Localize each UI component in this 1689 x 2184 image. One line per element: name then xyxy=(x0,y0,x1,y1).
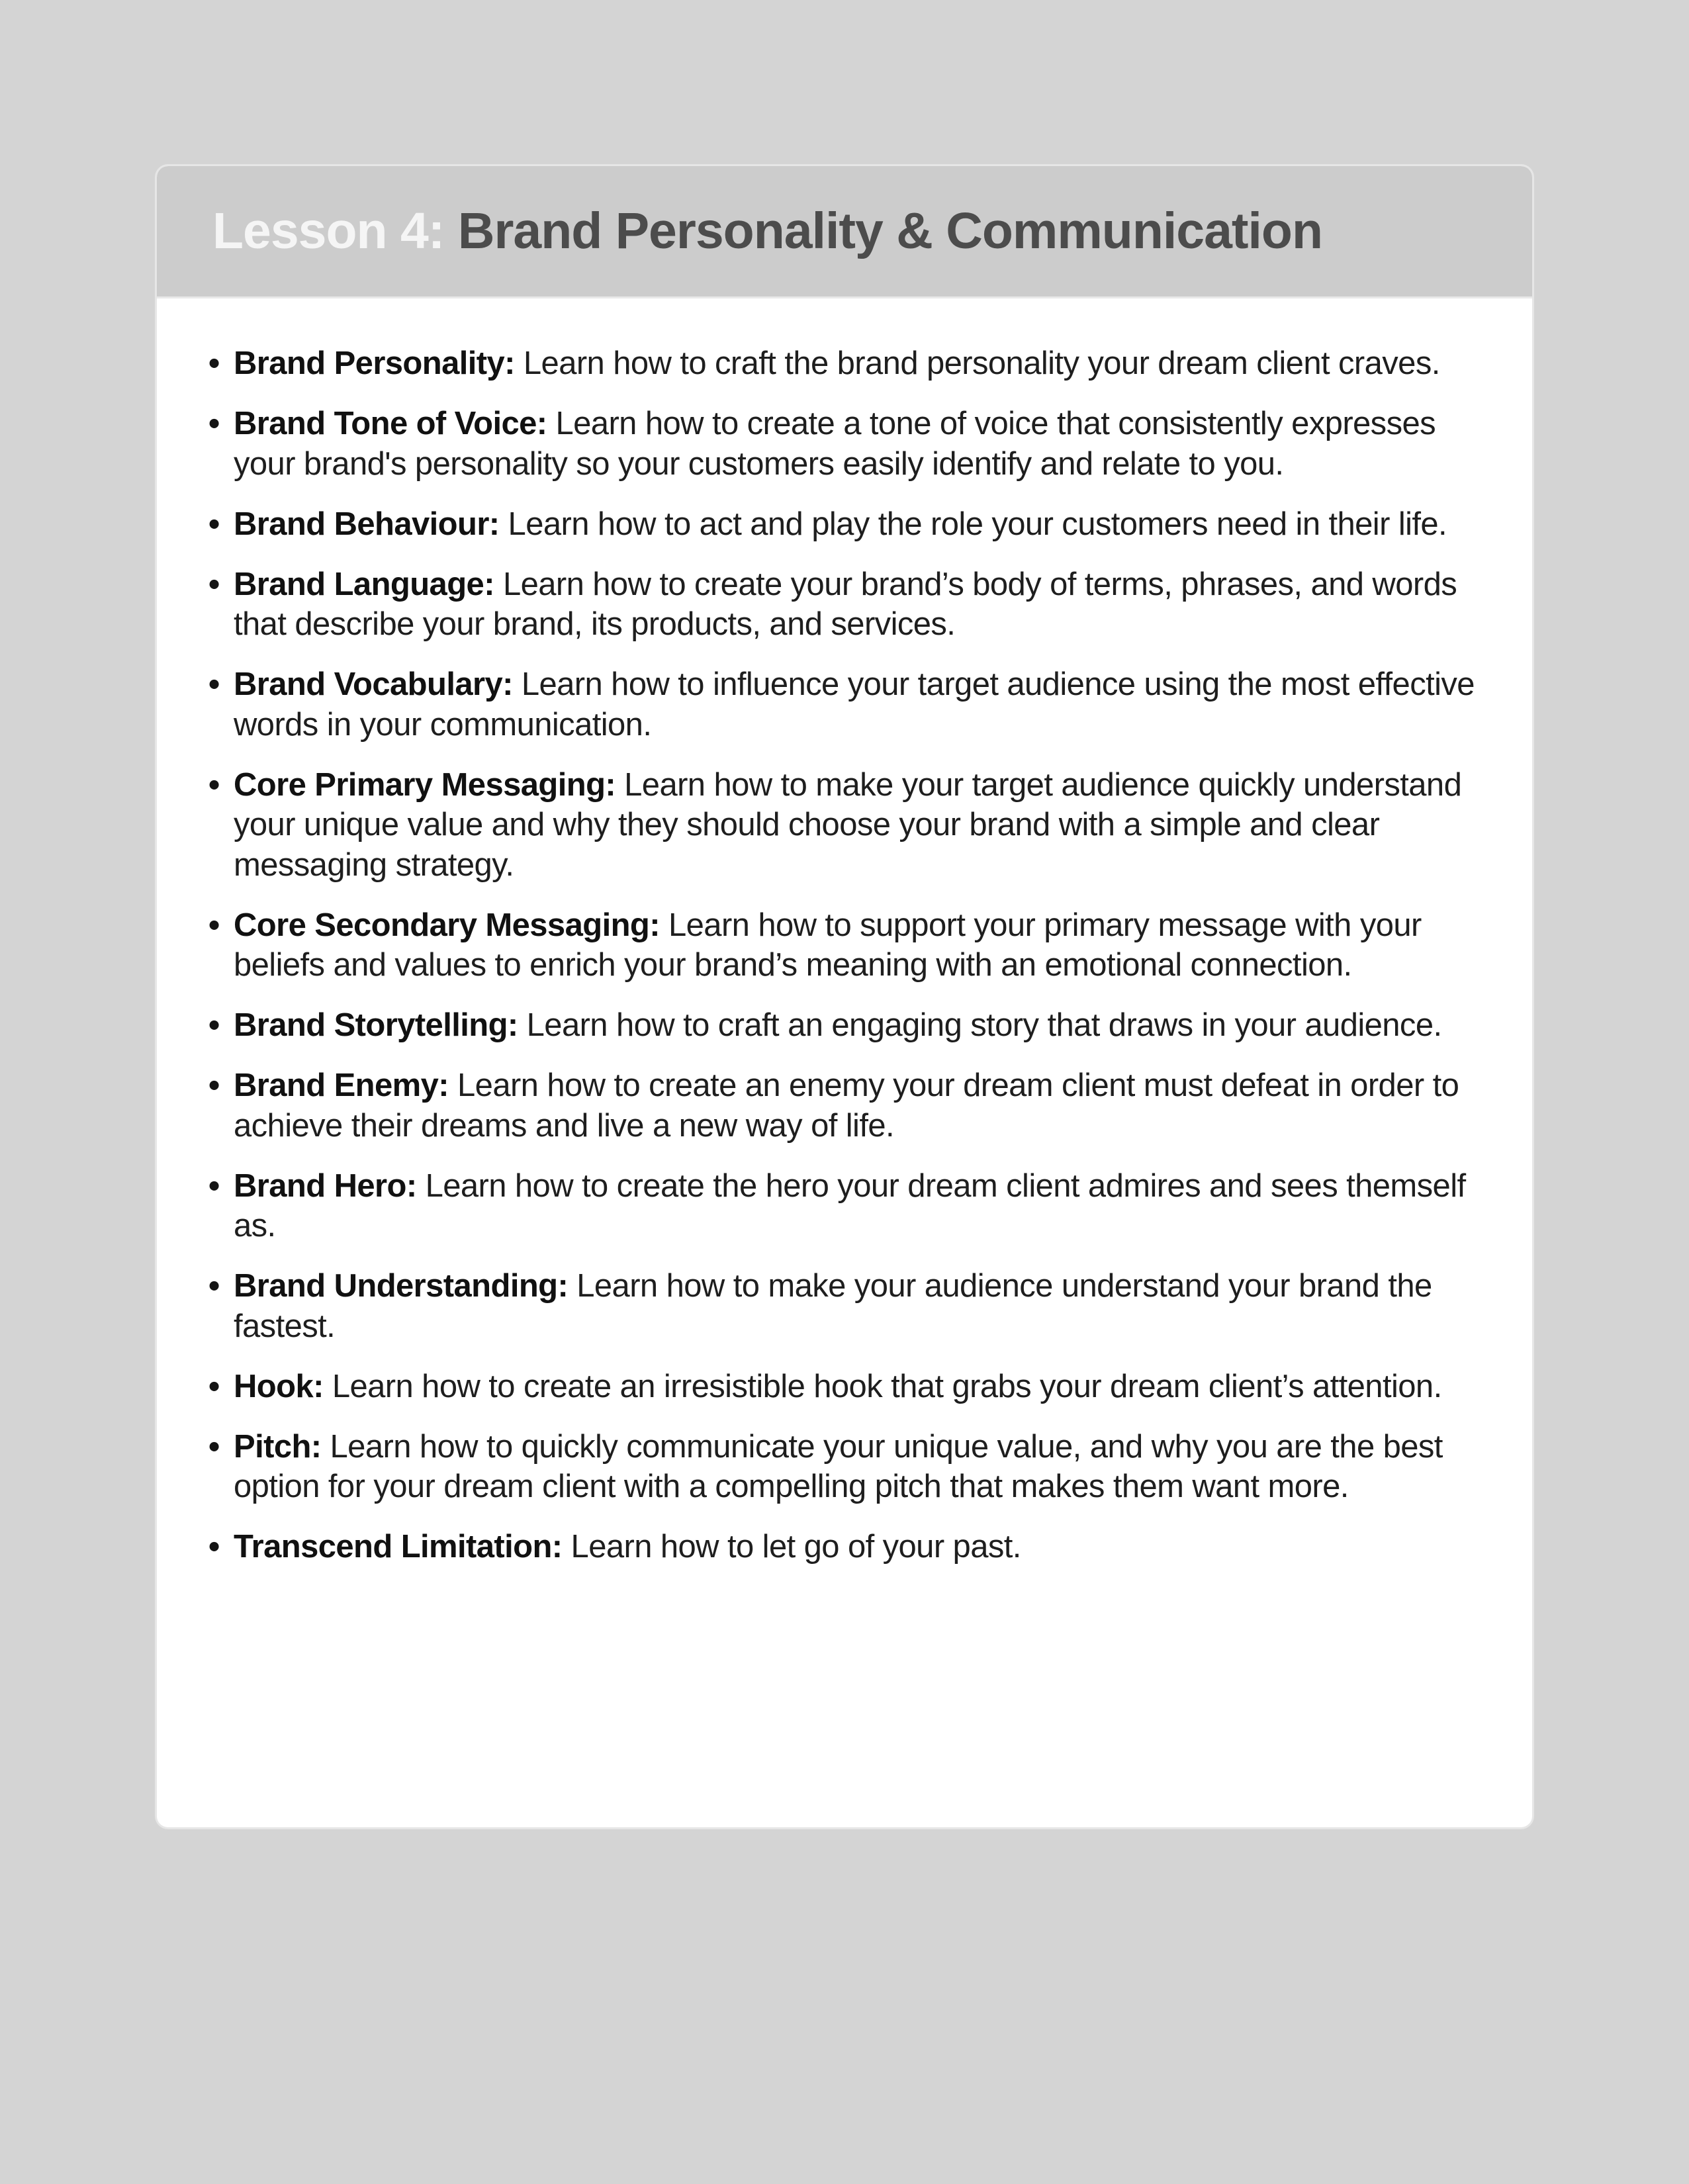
lesson-header xyxy=(157,166,1532,298)
bullet-icon: • xyxy=(208,1428,220,1465)
topic-term: Brand Behaviour: xyxy=(234,506,500,542)
topic-item xyxy=(208,765,1492,886)
topic-item xyxy=(208,1005,1492,1046)
topic-item xyxy=(208,664,1492,745)
topic-term: Brand Storytelling: xyxy=(234,1007,518,1043)
bullet-icon: • xyxy=(208,406,220,441)
topic-item xyxy=(208,565,1492,645)
bullet-icon: • xyxy=(208,1368,220,1404)
lesson-number: Lesson 4: xyxy=(212,203,445,259)
topic-description: Learn how to support your primary message with your beliefs and values to enrich your brand’s meaning with an emotional connection. xyxy=(234,907,1422,983)
bullet-icon: • xyxy=(208,566,220,602)
topic-item xyxy=(208,1066,1492,1146)
bullet-icon: • xyxy=(208,345,220,381)
topic-term: Brand Hero: xyxy=(234,1167,417,1204)
topic-term: Transcend Limitation: xyxy=(234,1529,563,1565)
topic-item xyxy=(208,343,1492,384)
topic-item xyxy=(208,404,1492,484)
topic-term: Core Primary Messaging: xyxy=(234,766,616,803)
bullet-icon: • xyxy=(208,1529,220,1565)
topic-description: Learn how to make your audience understand your brand the fastest. xyxy=(234,1268,1432,1344)
lesson-title xyxy=(212,202,1322,261)
topic-term: Brand Personality: xyxy=(234,345,515,381)
topic-description: Learn how to make your target audience quickly understand your unique value and why they should choose your brand with a simple and clear messaging strategy. xyxy=(234,766,1462,883)
topic-term: Core Secondary Messaging: xyxy=(234,907,660,943)
bullet-icon: • xyxy=(208,1167,220,1204)
topic-description: Learn how to create your brand’s body of terms, phrases, and words that describe your brand, its products, and services. xyxy=(234,566,1457,642)
topic-item xyxy=(208,1367,1492,1407)
topic-description: Learn how to create an enemy your dream client must defeat in order to achieve their dreams and live a new way of life. xyxy=(234,1068,1459,1144)
lesson-body xyxy=(157,298,1532,1567)
bullet-icon: • xyxy=(208,1068,220,1103)
topic-description: Learn how to craft an engaging story that draws in your audience. xyxy=(526,1007,1442,1043)
topic-description: Learn how to influence your target audience using the most effective words in your communication. xyxy=(234,666,1475,743)
lesson-card xyxy=(155,164,1534,1829)
bullet-icon: • xyxy=(208,766,220,803)
topic-item xyxy=(208,504,1492,545)
topic-description: Learn how to craft the brand personality your dream client craves. xyxy=(523,345,1440,381)
bullet-icon: • xyxy=(208,1007,220,1043)
topic-description: Learn how to quickly communicate your unique value, and why you are the best option for your dream client with a compelling pitch that makes them want more. xyxy=(234,1428,1443,1504)
topic-description: Learn how to create an irresistible hook that grabs your dream client’s attention. xyxy=(332,1368,1442,1404)
topic-term: Brand Enemy: xyxy=(234,1068,449,1103)
topic-term: Brand Language: xyxy=(234,566,494,602)
topic-description: Learn how to create a tone of voice that consistently expresses your brand's personality so your customers easily identify and relate to you. xyxy=(234,406,1436,482)
topic-description: Learn how to act and play the role your customers need in their life. xyxy=(508,506,1447,542)
topic-item xyxy=(208,905,1492,985)
topic-term: Brand Understanding: xyxy=(234,1268,569,1304)
topic-description: Learn how to let go of your past. xyxy=(571,1529,1021,1565)
bullet-icon: • xyxy=(208,666,220,702)
topic-item xyxy=(208,1166,1492,1246)
topic-item xyxy=(208,1266,1492,1346)
bullet-icon: • xyxy=(208,907,220,943)
topic-list xyxy=(208,343,1492,1567)
topic-term: Brand Tone of Voice: xyxy=(234,406,547,441)
topic-term: Pitch: xyxy=(234,1428,322,1465)
lesson-name: Brand Personality & Communication xyxy=(457,203,1322,259)
topic-description: Learn how to create the hero your dream client admires and sees themself as. xyxy=(234,1167,1466,1244)
topic-term: Brand Vocabulary: xyxy=(234,666,513,702)
bullet-icon: • xyxy=(208,1268,220,1304)
topic-item xyxy=(208,1527,1492,1567)
topic-item xyxy=(208,1427,1492,1507)
topic-term: Hook: xyxy=(234,1368,324,1404)
bullet-icon: • xyxy=(208,506,220,542)
